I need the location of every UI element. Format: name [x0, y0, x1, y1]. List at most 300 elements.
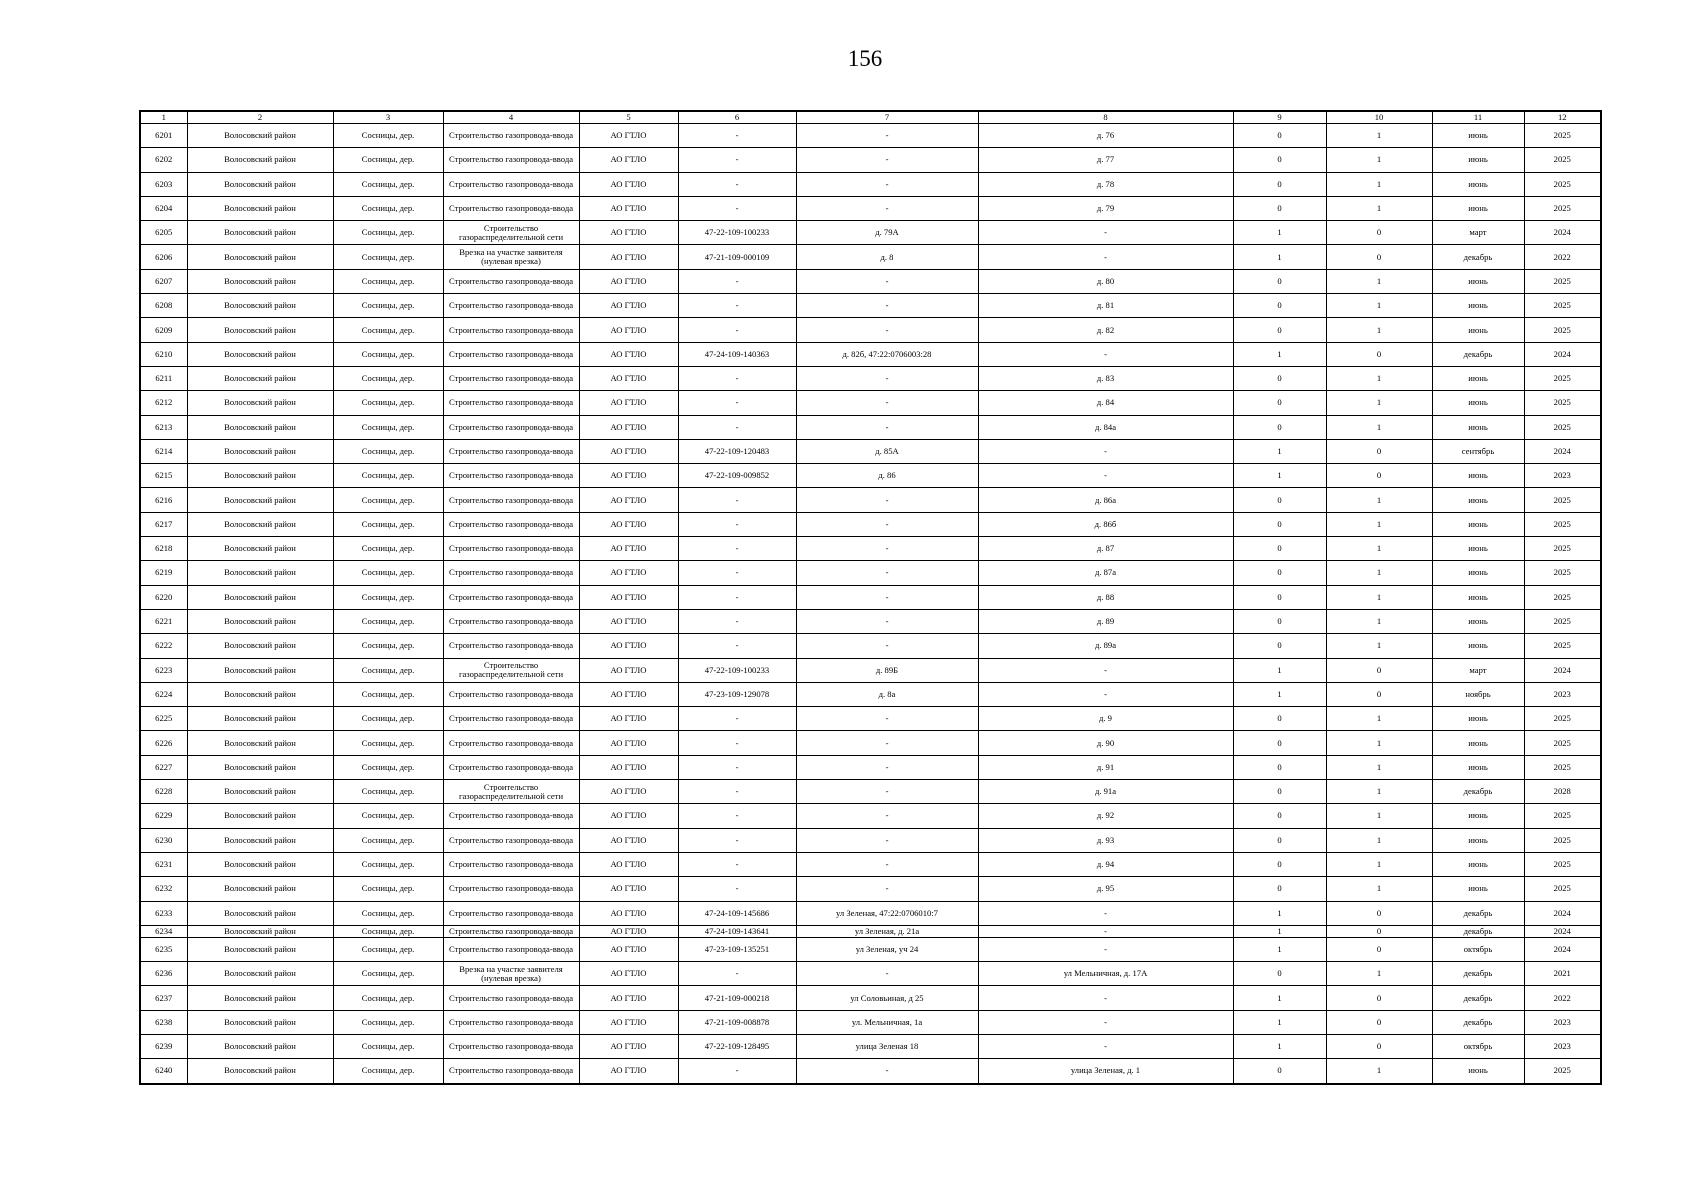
address-house-cell: д. 89	[978, 609, 1233, 633]
row-number-cell: 6238	[140, 1010, 187, 1034]
address-house-cell: -	[978, 342, 1233, 366]
work-type-cell: Строительство газопровода-ввода	[443, 1059, 579, 1084]
table-row	[140, 682, 1601, 706]
organization-cell: АО ГТЛО	[579, 196, 678, 220]
table-row	[140, 925, 1601, 937]
district-cell: Волосовский район	[187, 634, 333, 658]
count-a-cell: 0	[1233, 537, 1326, 561]
row-number-cell: 6237	[140, 986, 187, 1010]
address-object-cell: д. 79А	[796, 221, 978, 245]
month-cell: июнь	[1432, 609, 1524, 633]
count-a-cell: 1	[1233, 901, 1326, 925]
settlement-cell: Сосницы, дер.	[333, 269, 443, 293]
settlement-cell: Сосницы, дер.	[333, 245, 443, 269]
row-number-cell: 6214	[140, 439, 187, 463]
table-row	[140, 561, 1601, 585]
work-type-cell: Строительство газопровода-ввода	[443, 877, 579, 901]
count-b-cell: 1	[1326, 318, 1432, 342]
count-b-cell: 1	[1326, 196, 1432, 220]
organization-cell: АО ГТЛО	[579, 294, 678, 318]
count-b-cell: 1	[1326, 707, 1432, 731]
organization-cell: АО ГТЛО	[579, 852, 678, 876]
year-cell: 2024	[1524, 901, 1601, 925]
organization-cell: АО ГТЛО	[579, 804, 678, 828]
organization-cell: АО ГТЛО	[579, 609, 678, 633]
organization-cell: АО ГТЛО	[579, 780, 678, 804]
count-a-cell: 0	[1233, 124, 1326, 148]
address-object-cell: -	[796, 585, 978, 609]
settlement-cell: Сосницы, дер.	[333, 415, 443, 439]
district-cell: Волосовский район	[187, 609, 333, 633]
organization-cell: АО ГТЛО	[579, 986, 678, 1010]
month-cell: сентябрь	[1432, 439, 1524, 463]
table-row	[140, 658, 1601, 682]
settlement-cell: Сосницы, дер.	[333, 561, 443, 585]
organization-cell: АО ГТЛО	[579, 269, 678, 293]
application-number-cell: -	[678, 731, 796, 755]
table-row	[140, 986, 1601, 1010]
count-a-cell: 0	[1233, 294, 1326, 318]
column-header: 8	[978, 111, 1233, 124]
settlement-cell: Сосницы, дер.	[333, 342, 443, 366]
application-number-cell: -	[678, 1059, 796, 1084]
table-row	[140, 318, 1601, 342]
count-b-cell: 0	[1326, 658, 1432, 682]
work-type-cell: Строительство газопровода-ввода	[443, 439, 579, 463]
address-house-cell: д. 81	[978, 294, 1233, 318]
count-b-cell: 1	[1326, 634, 1432, 658]
table-row	[140, 609, 1601, 633]
month-cell: июнь	[1432, 512, 1524, 536]
row-number-cell: 6221	[140, 609, 187, 633]
row-number-cell: 6229	[140, 804, 187, 828]
address-object-cell: улица Зеленая 18	[796, 1034, 978, 1058]
table-row	[140, 342, 1601, 366]
table-row	[140, 124, 1601, 148]
count-b-cell: 1	[1326, 415, 1432, 439]
row-number-cell: 6230	[140, 828, 187, 852]
organization-cell: АО ГТЛО	[579, 962, 678, 986]
district-cell: Волосовский район	[187, 439, 333, 463]
count-a-cell: 0	[1233, 780, 1326, 804]
month-cell: июнь	[1432, 755, 1524, 779]
address-object-cell: д. 82б, 47:22:0706003:28	[796, 342, 978, 366]
district-cell: Волосовский район	[187, 172, 333, 196]
district-cell: Волосовский район	[187, 415, 333, 439]
year-cell: 2025	[1524, 537, 1601, 561]
table-row	[140, 415, 1601, 439]
count-b-cell: 0	[1326, 937, 1432, 961]
organization-cell: АО ГТЛО	[579, 925, 678, 937]
settlement-cell: Сосницы, дер.	[333, 172, 443, 196]
settlement-cell: Сосницы, дер.	[333, 731, 443, 755]
table-row	[140, 634, 1601, 658]
address-house-cell: -	[978, 439, 1233, 463]
year-cell: 2025	[1524, 1059, 1601, 1084]
organization-cell: АО ГТЛО	[579, 245, 678, 269]
organization-cell: АО ГТЛО	[579, 366, 678, 390]
district-cell: Волосовский район	[187, 755, 333, 779]
address-object-cell: д. 86	[796, 464, 978, 488]
district-cell: Волосовский район	[187, 1059, 333, 1084]
address-object-cell: -	[796, 512, 978, 536]
settlement-cell: Сосницы, дер.	[333, 780, 443, 804]
column-header: 1	[140, 111, 187, 124]
settlement-cell: Сосницы, дер.	[333, 901, 443, 925]
address-object-cell: -	[796, 804, 978, 828]
year-cell: 2021	[1524, 962, 1601, 986]
organization-cell: АО ГТЛО	[579, 172, 678, 196]
address-object-cell: -	[796, 731, 978, 755]
table-row	[140, 707, 1601, 731]
organization-cell: АО ГТЛО	[579, 877, 678, 901]
count-a-cell: 0	[1233, 634, 1326, 658]
year-cell: 2025	[1524, 585, 1601, 609]
month-cell: декабрь	[1432, 962, 1524, 986]
month-cell: июнь	[1432, 707, 1524, 731]
district-cell: Волосовский район	[187, 366, 333, 390]
table-row	[140, 221, 1601, 245]
application-number-cell: -	[678, 755, 796, 779]
count-a-cell: 1	[1233, 1034, 1326, 1058]
address-object-cell: -	[796, 318, 978, 342]
organization-cell: АО ГТЛО	[579, 585, 678, 609]
address-house-cell: д. 82	[978, 318, 1233, 342]
address-house-cell: -	[978, 901, 1233, 925]
table-row	[140, 1010, 1601, 1034]
settlement-cell: Сосницы, дер.	[333, 537, 443, 561]
address-house-cell: д. 86а	[978, 488, 1233, 512]
year-cell: 2025	[1524, 294, 1601, 318]
district-cell: Волосовский район	[187, 512, 333, 536]
table-row	[140, 512, 1601, 536]
organization-cell: АО ГТЛО	[579, 634, 678, 658]
settlement-cell: Сосницы, дер.	[333, 804, 443, 828]
count-b-cell: 1	[1326, 1059, 1432, 1084]
month-cell: июнь	[1432, 172, 1524, 196]
address-object-cell: -	[796, 755, 978, 779]
row-number-cell: 6208	[140, 294, 187, 318]
address-object-cell: -	[796, 828, 978, 852]
district-cell: Волосовский район	[187, 391, 333, 415]
work-type-cell: Строительство газопровода-ввода	[443, 609, 579, 633]
work-type-cell: Строительство газопровода-ввода	[443, 172, 579, 196]
table-row	[140, 269, 1601, 293]
row-number-cell: 6235	[140, 937, 187, 961]
year-cell: 2024	[1524, 925, 1601, 937]
work-type-cell: Строительство газопровода-ввода	[443, 124, 579, 148]
count-b-cell: 1	[1326, 852, 1432, 876]
count-a-cell: 0	[1233, 415, 1326, 439]
district-cell: Волосовский район	[187, 537, 333, 561]
row-number-cell: 6236	[140, 962, 187, 986]
application-number-cell: -	[678, 512, 796, 536]
organization-cell: АО ГТЛО	[579, 561, 678, 585]
year-cell: 2025	[1524, 124, 1601, 148]
column-header: 10	[1326, 111, 1432, 124]
organization-cell: АО ГТЛО	[579, 1010, 678, 1034]
address-house-cell: д. 80	[978, 269, 1233, 293]
work-type-cell: Строительство газораспределительной сети	[443, 780, 579, 804]
row-number-cell: 6219	[140, 561, 187, 585]
year-cell: 2025	[1524, 731, 1601, 755]
address-object-cell: -	[796, 124, 978, 148]
year-cell: 2025	[1524, 634, 1601, 658]
row-number-cell: 6226	[140, 731, 187, 755]
district-cell: Волосовский район	[187, 1010, 333, 1034]
work-type-cell: Строительство газопровода-ввода	[443, 804, 579, 828]
row-number-cell: 6201	[140, 124, 187, 148]
work-type-cell: Строительство газопровода-ввода	[443, 196, 579, 220]
work-type-cell: Строительство газопровода-ввода	[443, 318, 579, 342]
column-header: 5	[579, 111, 678, 124]
row-number-cell: 6224	[140, 682, 187, 706]
district-cell: Волосовский район	[187, 901, 333, 925]
count-a-cell: 0	[1233, 269, 1326, 293]
settlement-cell: Сосницы, дер.	[333, 439, 443, 463]
address-house-cell: -	[978, 1010, 1233, 1034]
work-type-cell: Строительство газопровода-ввода	[443, 537, 579, 561]
application-number-cell: 47-21-109-000218	[678, 986, 796, 1010]
page-number: 156	[847, 46, 883, 71]
settlement-cell: Сосницы, дер.	[333, 464, 443, 488]
count-a-cell: 0	[1233, 804, 1326, 828]
settlement-cell: Сосницы, дер.	[333, 124, 443, 148]
address-house-cell: улица Зеленая, д. 1	[978, 1059, 1233, 1084]
work-type-cell: Строительство газопровода-ввода	[443, 391, 579, 415]
month-cell: декабрь	[1432, 901, 1524, 925]
district-cell: Волосовский район	[187, 852, 333, 876]
address-house-cell: д. 90	[978, 731, 1233, 755]
district-cell: Волосовский район	[187, 658, 333, 682]
count-a-cell: 1	[1233, 221, 1326, 245]
table-row	[140, 391, 1601, 415]
month-cell: июнь	[1432, 852, 1524, 876]
application-number-cell: 47-24-109-140363	[678, 342, 796, 366]
year-cell: 2025	[1524, 561, 1601, 585]
count-b-cell: 1	[1326, 780, 1432, 804]
district-cell: Волосовский район	[187, 877, 333, 901]
address-object-cell: -	[796, 269, 978, 293]
organization-cell: АО ГТЛО	[579, 1034, 678, 1058]
district-cell: Волосовский район	[187, 585, 333, 609]
organization-cell: АО ГТЛО	[579, 707, 678, 731]
application-number-cell: -	[678, 488, 796, 512]
address-house-cell: д. 84	[978, 391, 1233, 415]
organization-cell: АО ГТЛО	[579, 318, 678, 342]
year-cell: 2024	[1524, 658, 1601, 682]
application-number-cell: -	[678, 124, 796, 148]
district-cell: Волосовский район	[187, 707, 333, 731]
count-b-cell: 1	[1326, 609, 1432, 633]
address-object-cell: -	[796, 609, 978, 633]
application-number-cell: 47-23-109-129078	[678, 682, 796, 706]
settlement-cell: Сосницы, дер.	[333, 682, 443, 706]
count-a-cell: 0	[1233, 196, 1326, 220]
table-row	[140, 294, 1601, 318]
count-b-cell: 1	[1326, 488, 1432, 512]
application-number-cell: 47-21-109-008878	[678, 1010, 796, 1034]
address-house-cell: д. 9	[978, 707, 1233, 731]
organization-cell: АО ГТЛО	[579, 828, 678, 852]
application-number-cell: 47-23-109-135251	[678, 937, 796, 961]
address-house-cell: д. 91а	[978, 780, 1233, 804]
table-row	[140, 172, 1601, 196]
work-type-cell: Строительство газопровода-ввода	[443, 269, 579, 293]
settlement-cell: Сосницы, дер.	[333, 937, 443, 961]
year-cell: 2028	[1524, 780, 1601, 804]
organization-cell: АО ГТЛО	[579, 682, 678, 706]
address-house-cell: -	[978, 925, 1233, 937]
district-cell: Волосовский район	[187, 986, 333, 1010]
count-b-cell: 1	[1326, 585, 1432, 609]
row-number-cell: 6216	[140, 488, 187, 512]
count-a-cell: 0	[1233, 877, 1326, 901]
count-a-cell: 0	[1233, 318, 1326, 342]
table-row	[140, 962, 1601, 986]
month-cell: декабрь	[1432, 780, 1524, 804]
work-type-cell: Строительство газопровода-ввода	[443, 342, 579, 366]
count-a-cell: 0	[1233, 561, 1326, 585]
header-row	[140, 111, 1601, 124]
district-cell: Волосовский район	[187, 245, 333, 269]
table-row	[140, 731, 1601, 755]
district-cell: Волосовский район	[187, 318, 333, 342]
month-cell: июнь	[1432, 464, 1524, 488]
month-cell: март	[1432, 658, 1524, 682]
year-cell: 2023	[1524, 1010, 1601, 1034]
count-b-cell: 1	[1326, 366, 1432, 390]
count-a-cell: 1	[1233, 682, 1326, 706]
month-cell: июнь	[1432, 124, 1524, 148]
district-cell: Волосовский район	[187, 731, 333, 755]
row-number-cell: 6217	[140, 512, 187, 536]
count-b-cell: 0	[1326, 245, 1432, 269]
row-number-cell: 6209	[140, 318, 187, 342]
organization-cell: АО ГТЛО	[579, 391, 678, 415]
address-object-cell: -	[796, 561, 978, 585]
address-house-cell: д. 91	[978, 755, 1233, 779]
count-b-cell: 0	[1326, 925, 1432, 937]
application-number-cell: -	[678, 707, 796, 731]
work-type-cell: Строительство газопровода-ввода	[443, 901, 579, 925]
work-type-cell: Строительство газопровода-ввода	[443, 986, 579, 1010]
count-b-cell: 1	[1326, 148, 1432, 172]
address-house-cell: -	[978, 245, 1233, 269]
row-number-cell: 6228	[140, 780, 187, 804]
application-number-cell: -	[678, 269, 796, 293]
year-cell: 2023	[1524, 1034, 1601, 1058]
application-number-cell: -	[678, 962, 796, 986]
address-house-cell: -	[978, 682, 1233, 706]
address-object-cell: -	[796, 294, 978, 318]
work-type-cell: Строительство газопровода-ввода	[443, 148, 579, 172]
column-header: 3	[333, 111, 443, 124]
table-row	[140, 828, 1601, 852]
organization-cell: АО ГТЛО	[579, 488, 678, 512]
address-house-cell: д. 78	[978, 172, 1233, 196]
organization-cell: АО ГТЛО	[579, 1059, 678, 1084]
application-number-cell: -	[678, 366, 796, 390]
work-type-cell: Строительство газопровода-ввода	[443, 1034, 579, 1058]
address-object-cell: -	[796, 366, 978, 390]
settlement-cell: Сосницы, дер.	[333, 391, 443, 415]
count-a-cell: 0	[1233, 755, 1326, 779]
settlement-cell: Сосницы, дер.	[333, 634, 443, 658]
table-row	[140, 1059, 1601, 1084]
count-a-cell: 0	[1233, 707, 1326, 731]
settlement-cell: Сосницы, дер.	[333, 294, 443, 318]
column-header: 11	[1432, 111, 1524, 124]
count-b-cell: 1	[1326, 804, 1432, 828]
address-house-cell: д. 95	[978, 877, 1233, 901]
organization-cell: АО ГТЛО	[579, 901, 678, 925]
row-number-cell: 6223	[140, 658, 187, 682]
count-b-cell: 1	[1326, 561, 1432, 585]
application-number-cell: 47-24-109-145686	[678, 901, 796, 925]
work-type-cell: Строительство газопровода-ввода	[443, 731, 579, 755]
application-number-cell: -	[678, 804, 796, 828]
address-house-cell: -	[978, 937, 1233, 961]
year-cell: 2025	[1524, 828, 1601, 852]
address-house-cell: ул Мельничная, д. 17А	[978, 962, 1233, 986]
register-table	[139, 110, 1602, 1085]
address-house-cell: -	[978, 658, 1233, 682]
application-number-cell: -	[678, 196, 796, 220]
address-object-cell: -	[796, 707, 978, 731]
work-type-cell: Строительство газопровода-ввода	[443, 634, 579, 658]
address-house-cell: д. 87	[978, 537, 1233, 561]
address-object-cell: д. 8а	[796, 682, 978, 706]
organization-cell: АО ГТЛО	[579, 439, 678, 463]
address-object-cell: д. 8	[796, 245, 978, 269]
settlement-cell: Сосницы, дер.	[333, 196, 443, 220]
row-number-cell: 6205	[140, 221, 187, 245]
count-a-cell: 1	[1233, 1010, 1326, 1034]
settlement-cell: Сосницы, дер.	[333, 488, 443, 512]
settlement-cell: Сосницы, дер.	[333, 755, 443, 779]
work-type-cell: Строительство газораспределительной сети	[443, 221, 579, 245]
count-a-cell: 1	[1233, 464, 1326, 488]
month-cell: июнь	[1432, 318, 1524, 342]
table-row	[140, 464, 1601, 488]
month-cell: июнь	[1432, 1059, 1524, 1084]
work-type-cell: Строительство газопровода-ввода	[443, 1010, 579, 1034]
district-cell: Волосовский район	[187, 124, 333, 148]
year-cell: 2023	[1524, 682, 1601, 706]
application-number-cell: -	[678, 877, 796, 901]
row-number-cell: 6232	[140, 877, 187, 901]
organization-cell: АО ГТЛО	[579, 415, 678, 439]
count-a-cell: 0	[1233, 585, 1326, 609]
row-number-cell: 6239	[140, 1034, 187, 1058]
application-number-cell: 47-22-109-009852	[678, 464, 796, 488]
month-cell: июнь	[1432, 731, 1524, 755]
address-object-cell: -	[796, 537, 978, 561]
count-b-cell: 0	[1326, 682, 1432, 706]
work-type-cell: Строительство газопровода-ввода	[443, 937, 579, 961]
row-number-cell: 6213	[140, 415, 187, 439]
count-b-cell: 1	[1326, 294, 1432, 318]
work-type-cell: Строительство газопровода-ввода	[443, 925, 579, 937]
district-cell: Волосовский район	[187, 221, 333, 245]
count-b-cell: 0	[1326, 901, 1432, 925]
table-body	[140, 124, 1601, 1084]
application-number-cell: 47-22-109-100233	[678, 221, 796, 245]
address-house-cell: д. 88	[978, 585, 1233, 609]
settlement-cell: Сосницы, дер.	[333, 512, 443, 536]
count-b-cell: 1	[1326, 731, 1432, 755]
